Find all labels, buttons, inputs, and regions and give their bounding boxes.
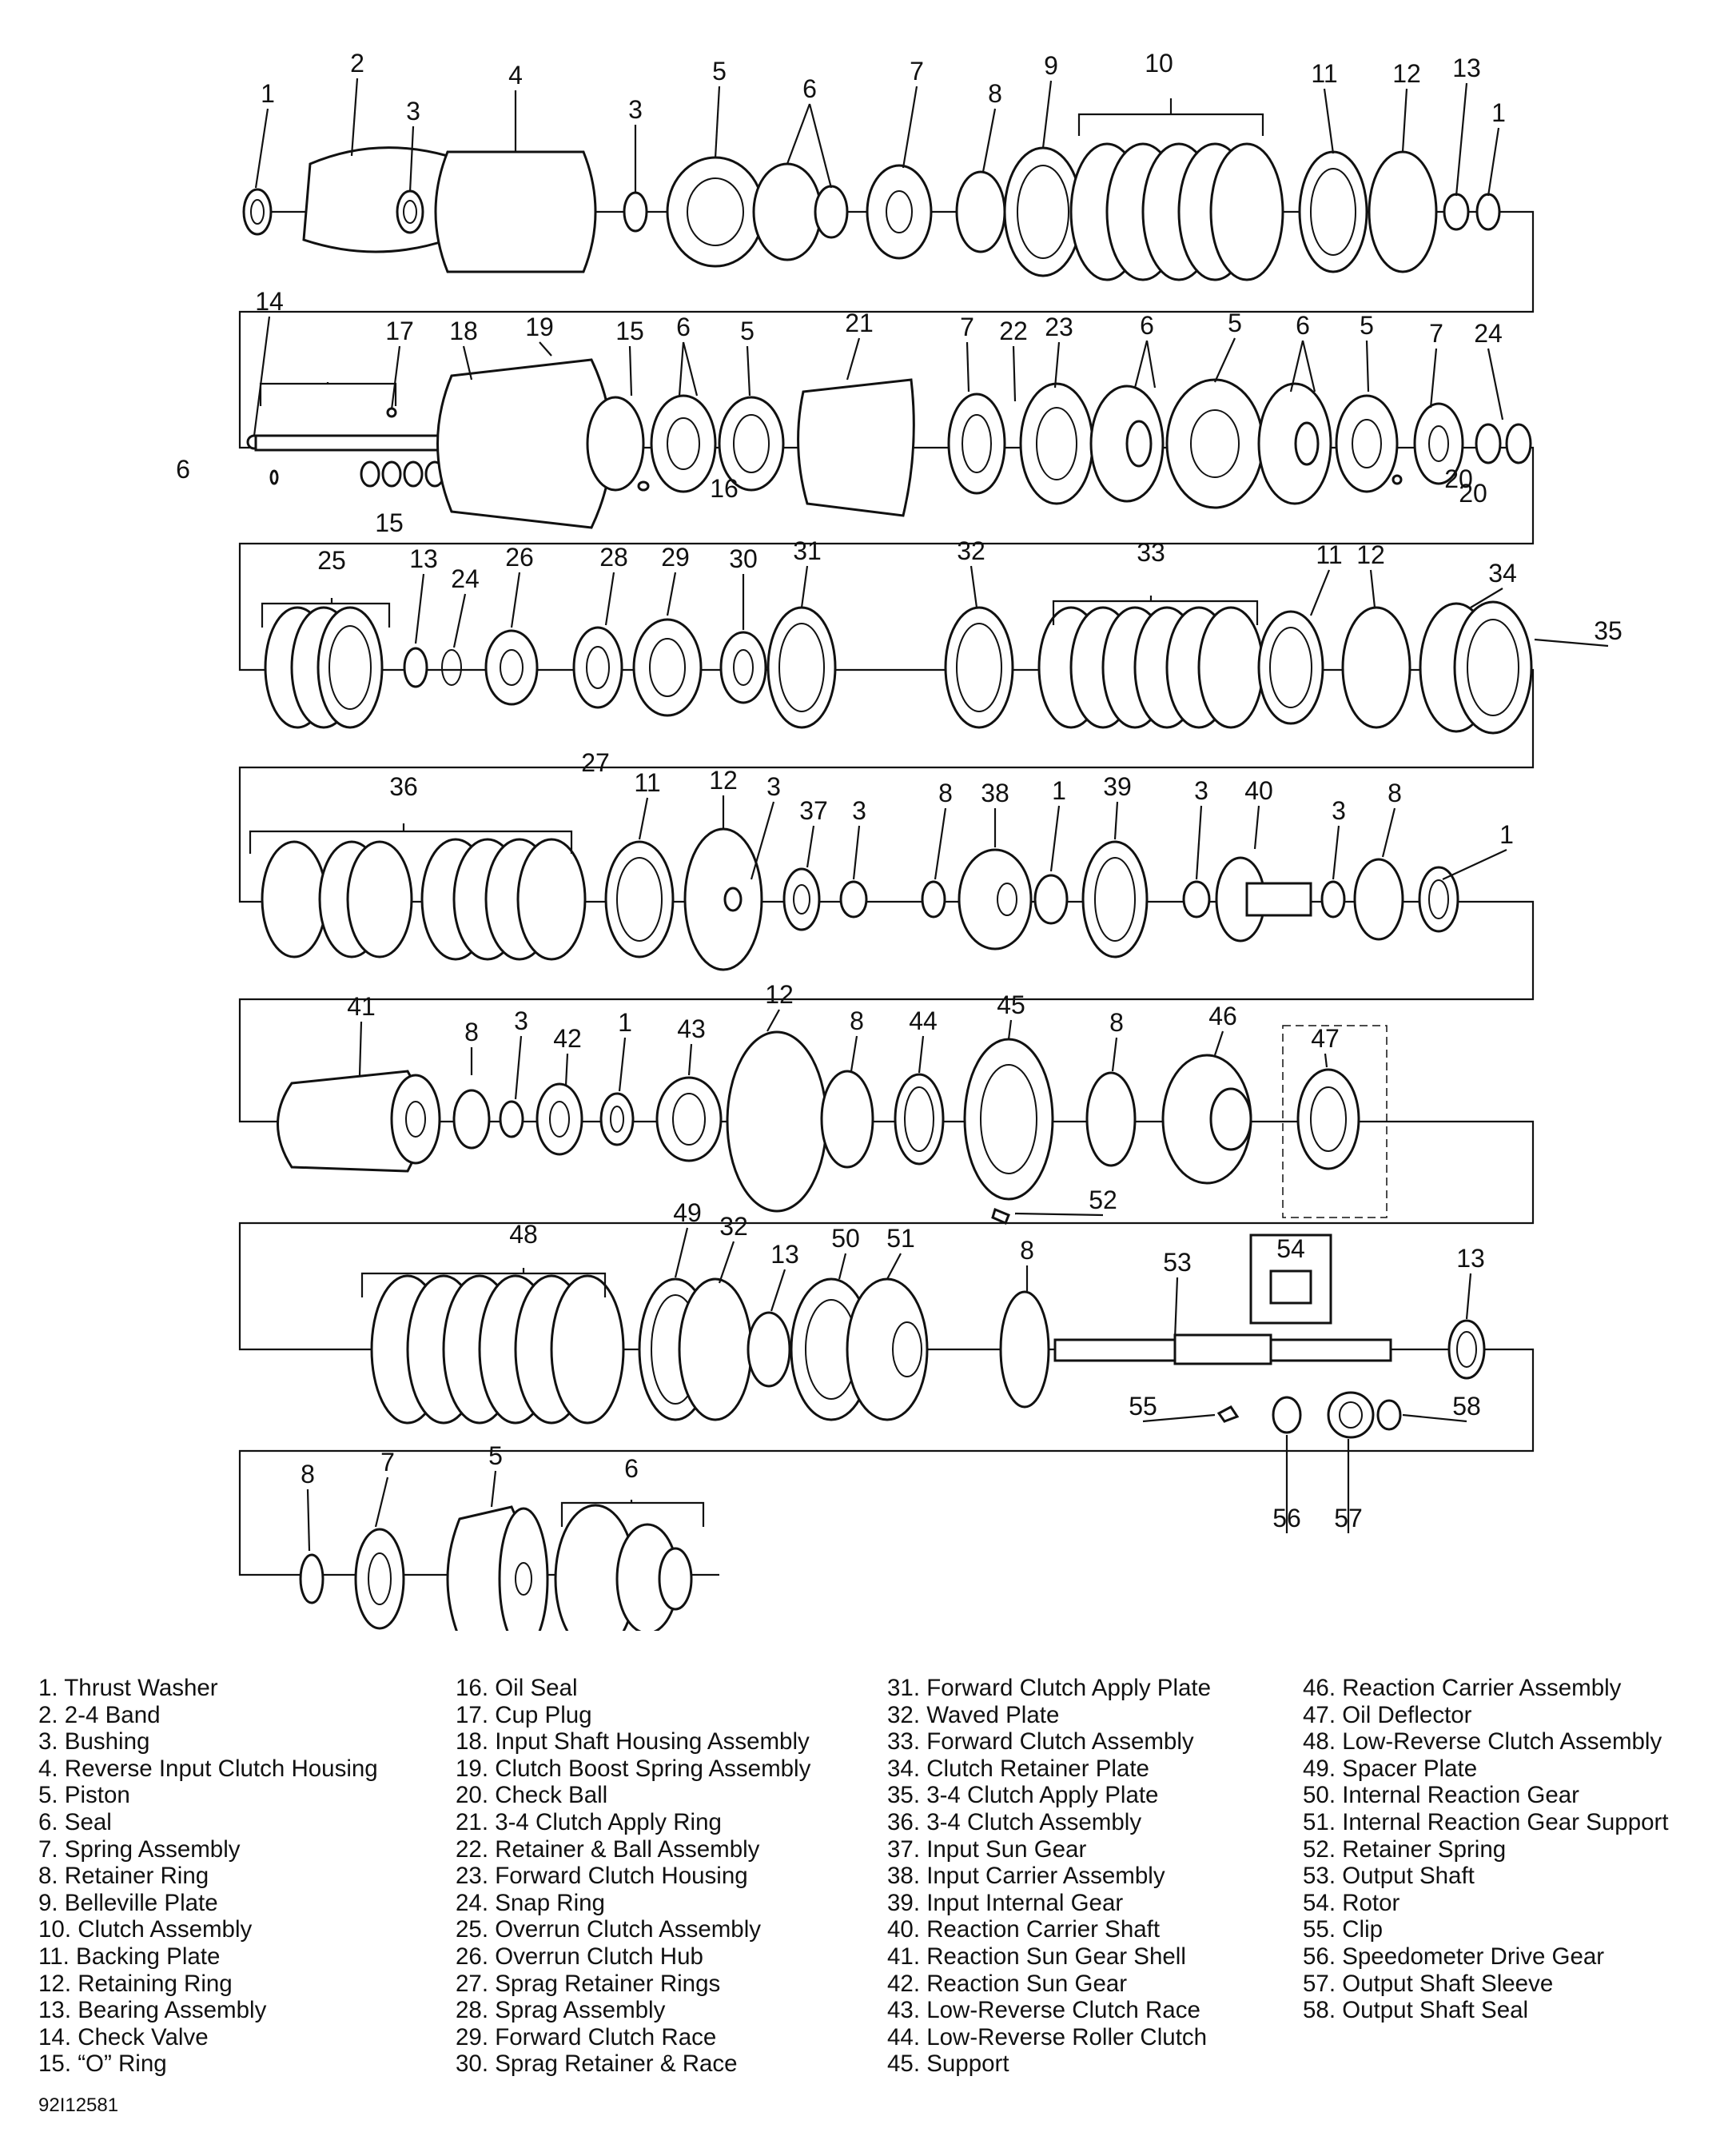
legend-item: 23. Forward Clutch Housing xyxy=(456,1863,748,1890)
leader-line xyxy=(971,566,977,608)
callout-number: 5 xyxy=(488,1441,503,1470)
callout-number: 45 xyxy=(997,990,1025,1019)
legend-item: 32. Waved Plate xyxy=(887,1701,1060,1728)
leader-line xyxy=(619,1038,625,1091)
leader-line xyxy=(492,1471,496,1507)
leader-line xyxy=(935,808,946,879)
leader-line xyxy=(679,342,683,396)
leader-line xyxy=(1303,341,1315,392)
leader-line xyxy=(1135,341,1147,388)
callout-number: 11 xyxy=(1311,59,1338,88)
legend-item: 51. Internal Reaction Gear Support xyxy=(1303,1808,1669,1835)
legend-item: 41. Reaction Sun Gear Shell xyxy=(887,1943,1186,1970)
legend-item: 30. Sprag Retainer & Race xyxy=(456,2050,738,2078)
callout-number: 7 xyxy=(380,1448,395,1477)
legend-item: 43. Low-Reverse Clutch Race xyxy=(887,1997,1200,2024)
legend-item: 47. Oil Deflector xyxy=(1303,1701,1472,1728)
callout-number: 58 xyxy=(1452,1392,1481,1421)
leader-line xyxy=(1488,349,1503,420)
legend-item: 34. Clutch Retainer Plate xyxy=(887,1755,1149,1782)
callout-number: 1 xyxy=(1491,98,1506,127)
callout-number: 7 xyxy=(1429,319,1443,348)
legend-item: 53. Output Shaft xyxy=(1303,1863,1475,1890)
leader-line xyxy=(802,566,807,608)
legend-item: 56. Speedometer Drive Gear xyxy=(1303,1943,1605,1970)
leader-line xyxy=(1055,342,1059,388)
callout-number: 6 xyxy=(1140,311,1154,340)
callout-number: 5 xyxy=(712,57,727,86)
callout-number: 34 xyxy=(1488,559,1517,588)
legend-item: 20. Check Ball xyxy=(456,1782,608,1809)
leader-line xyxy=(807,826,814,867)
leader-line xyxy=(919,1036,923,1073)
callout-number: 8 xyxy=(938,779,953,807)
legend-item: 42. Reaction Sun Gear xyxy=(887,1970,1128,1997)
callout-number: 12 xyxy=(1356,540,1385,569)
legend-item: 33. Forward Clutch Assembly xyxy=(887,1728,1194,1755)
leader-line xyxy=(1367,341,1368,392)
legend-item: 6. Seal xyxy=(38,1808,112,1835)
callout-number: 11 xyxy=(1316,540,1343,569)
leader-line xyxy=(1013,346,1015,401)
callout-number: 19 xyxy=(525,313,554,341)
leader-line xyxy=(254,317,269,436)
leader-line xyxy=(1215,1031,1223,1055)
leader-line xyxy=(747,346,750,396)
callout-number: 8 xyxy=(464,1018,479,1046)
leader-line xyxy=(1456,83,1467,196)
legend-item: 29. Forward Clutch Race xyxy=(456,2023,717,2050)
leader-line xyxy=(1311,570,1329,616)
leader-line xyxy=(308,1489,309,1551)
legend-item: 2. 2-4 Band xyxy=(38,1701,161,1728)
legend-item: 38. Input Carrier Assembly xyxy=(887,1863,1165,1890)
row-1-parts xyxy=(244,144,1499,280)
callout-number: 8 xyxy=(988,79,1002,108)
leader-line xyxy=(376,1477,388,1527)
legend-item: 46. Reaction Carrier Assembly xyxy=(1303,1675,1622,1701)
legend-column-4 xyxy=(1303,1675,1669,2024)
legend-item: 12. Retaining Ring xyxy=(38,1970,233,1997)
legend-item: 49. Spacer Plate xyxy=(1303,1755,1478,1782)
leader-line xyxy=(416,574,424,644)
callout-number: 43 xyxy=(677,1014,706,1043)
legend-item: 9. Belleville Plate xyxy=(38,1889,218,1916)
legend-item: 26. Overrun Clutch Hub xyxy=(456,1943,703,1970)
callout-number: 52 xyxy=(1089,1186,1117,1214)
callout-number: 7 xyxy=(910,57,924,86)
leader-line xyxy=(630,346,631,396)
callout-number: 32 xyxy=(719,1212,748,1241)
legend-item: 55. Clip xyxy=(1303,1916,1384,1943)
leader-line xyxy=(639,798,647,839)
row-4-parts xyxy=(262,829,1458,970)
callout-number: 13 xyxy=(1456,1244,1485,1273)
leader-line xyxy=(1371,570,1375,608)
callout-number: 13 xyxy=(1452,54,1481,82)
legend-item: 27. Sprag Retainer Rings xyxy=(456,1970,721,1997)
leader-line xyxy=(715,86,719,158)
callout-number: 8 xyxy=(1020,1236,1034,1265)
leader-line xyxy=(1196,806,1201,879)
callout-number: 51 xyxy=(886,1224,915,1253)
leader-line xyxy=(1467,1273,1471,1319)
callout-number: 20 xyxy=(1459,479,1487,508)
legend-item: 24. Snap Ring xyxy=(456,1889,605,1916)
leader-line xyxy=(683,342,697,396)
callout-number: 35 xyxy=(1594,616,1622,645)
callout-number: 3 xyxy=(1332,796,1346,825)
legend-item: 8. Retainer Ring xyxy=(38,1863,209,1890)
row-3-parts xyxy=(265,602,1531,733)
legend-item: 7. Spring Assembly xyxy=(38,1835,241,1863)
callout-number: 54 xyxy=(1276,1234,1305,1263)
callout-number: 8 xyxy=(1109,1008,1124,1037)
leader-line xyxy=(1324,89,1333,153)
legend-item: 21. 3-4 Clutch Apply Ring xyxy=(456,1808,722,1835)
callout-number: 5 xyxy=(1360,311,1374,340)
legend-item: 5. Piston xyxy=(38,1782,130,1809)
leader-line xyxy=(847,338,859,380)
leader-line xyxy=(1009,1020,1011,1039)
legend-item: 36. 3-4 Clutch Assembly xyxy=(887,1808,1142,1835)
callout-number: 23 xyxy=(1045,313,1073,341)
callout-number: 39 xyxy=(1103,772,1132,801)
legend-item: 54. Rotor xyxy=(1303,1889,1400,1916)
leader-line xyxy=(854,826,859,879)
callout-number: 36 xyxy=(389,772,418,801)
legend-item: 14. Check Valve xyxy=(38,2023,209,2050)
legend-item: 11. Backing Plate xyxy=(38,1943,221,1970)
leader-line xyxy=(967,342,969,392)
leader-line xyxy=(675,1228,687,1277)
callout-number: 16 xyxy=(710,474,739,503)
callout-number: 2 xyxy=(350,49,364,78)
leader-line xyxy=(1147,341,1155,388)
legend-item: 4. Reverse Input Clutch Housing xyxy=(38,1755,378,1782)
callout-number: 3 xyxy=(766,772,781,801)
callout-number: 55 xyxy=(1129,1392,1157,1421)
leader-line xyxy=(1051,806,1059,871)
callout-number: 7 xyxy=(960,313,974,341)
callout-number: 53 xyxy=(1163,1248,1192,1277)
legend-item: 44. Low-Reverse Roller Clutch xyxy=(887,2023,1208,2050)
callout-number: 25 xyxy=(317,546,346,575)
callout-number: 6 xyxy=(676,313,691,341)
callout-number: 12 xyxy=(765,980,794,1009)
legend-item: 15. “O” Ring xyxy=(38,2050,167,2078)
legend-item: 45. Support xyxy=(887,2050,1009,2078)
leader-line xyxy=(516,1036,521,1099)
leader-line xyxy=(1443,850,1507,879)
callout-number: 18 xyxy=(449,317,478,345)
legend-item: 1. Thrust Washer xyxy=(38,1675,218,1701)
legend-item: 17. Cup Plug xyxy=(456,1701,592,1728)
leader-line xyxy=(1431,349,1436,408)
legend-item: 37. Input Sun Gear xyxy=(887,1835,1087,1863)
callout-number: 31 xyxy=(793,536,822,565)
leader-line xyxy=(540,342,551,356)
callout-number: 42 xyxy=(553,1024,582,1053)
leader-line xyxy=(887,1253,901,1279)
leader-line xyxy=(689,1044,691,1075)
callout-number: 48 xyxy=(509,1220,538,1249)
leader-line xyxy=(751,802,774,879)
callout-number: 5 xyxy=(740,317,755,345)
callout-number: 40 xyxy=(1244,776,1273,805)
figure-code: 92I12581 xyxy=(38,2094,119,2116)
leader-line xyxy=(606,572,614,625)
callout-number: 17 xyxy=(385,317,414,345)
legend-item: 10. Clutch Assembly xyxy=(38,1916,253,1943)
callout-number: 3 xyxy=(628,95,643,124)
legend-item: 16. Oil Seal xyxy=(456,1675,578,1701)
leader-line xyxy=(454,594,465,648)
row-7-parts xyxy=(301,1505,691,1631)
callout-number: 30 xyxy=(729,544,758,573)
group-bracket xyxy=(261,384,396,406)
callout-number: 8 xyxy=(301,1460,315,1488)
callout-number: 13 xyxy=(770,1240,799,1269)
legend-item: 40. Reaction Carrier Shaft xyxy=(887,1916,1161,1943)
legend-item: 13. Bearing Assembly xyxy=(38,1997,267,2024)
leader-line xyxy=(1175,1277,1177,1339)
legend-item: 39. Input Internal Gear xyxy=(887,1889,1124,1916)
callout-number: 8 xyxy=(850,1006,864,1035)
leader-line xyxy=(256,109,268,188)
callout-number: 47 xyxy=(1311,1024,1340,1053)
leader-line xyxy=(1115,802,1117,839)
group-bracket xyxy=(1079,114,1263,136)
callout-number: 22 xyxy=(999,317,1028,345)
legend-item: 31. Forward Clutch Apply Plate xyxy=(887,1675,1212,1701)
leader-line xyxy=(851,1036,857,1071)
leader-line xyxy=(787,104,810,164)
callout-number: 38 xyxy=(981,779,1009,807)
callout-number: 8 xyxy=(1388,779,1402,807)
callout-number: 29 xyxy=(661,543,690,572)
legend-item: 35. 3-4 Clutch Apply Plate xyxy=(887,1782,1159,1809)
row-5-parts xyxy=(278,1026,1388,1223)
legend-item: 52. Retainer Spring xyxy=(1303,1835,1507,1863)
leader-line xyxy=(719,1241,734,1283)
callout-number: 21 xyxy=(845,309,874,337)
legend-item: 50. Internal Reaction Gear xyxy=(1303,1782,1580,1809)
leader-line xyxy=(1333,826,1339,879)
callout-number: 12 xyxy=(1392,59,1421,88)
legend-item: 57. Output Shaft Sleeve xyxy=(1303,1970,1554,1997)
callout-number: 6 xyxy=(176,455,190,484)
leader-line xyxy=(667,572,675,616)
callout-number: 11 xyxy=(634,768,661,797)
callout-number: 56 xyxy=(1272,1504,1301,1532)
callout-number: 49 xyxy=(673,1198,702,1227)
callout-number: 57 xyxy=(1334,1504,1363,1532)
callout-number: 1 xyxy=(618,1008,632,1037)
row-6-parts xyxy=(372,1235,1484,1437)
row-2-parts xyxy=(248,360,1531,528)
callout-number: 1 xyxy=(261,79,275,108)
leader-line xyxy=(1325,1054,1327,1067)
callout-number: 6 xyxy=(1296,311,1310,340)
callout-number: 1 xyxy=(1052,776,1066,805)
leader-line xyxy=(1043,81,1051,148)
leader-line xyxy=(1255,806,1259,849)
legend-item: 19. Clutch Boost Spring Assembly xyxy=(456,1755,811,1782)
callout-number: 3 xyxy=(514,1006,528,1035)
callout-number: 32 xyxy=(957,536,985,565)
leader-line xyxy=(771,1269,785,1311)
legend-column-1 xyxy=(38,1675,378,2078)
callout-number: 10 xyxy=(1145,49,1173,78)
leader-line xyxy=(360,1022,361,1075)
leader-line xyxy=(767,1010,779,1031)
leader-line xyxy=(810,104,831,188)
callout-number: 41 xyxy=(347,992,376,1021)
leader-line xyxy=(352,78,357,156)
callout-number: 27 xyxy=(581,748,610,777)
callout-number: 24 xyxy=(451,564,480,593)
callout-number: 44 xyxy=(909,1006,938,1035)
callout-number: 5 xyxy=(1228,309,1242,337)
callout-number: 14 xyxy=(255,287,284,316)
callout-number: 9 xyxy=(1044,51,1058,80)
leader-line xyxy=(983,109,995,172)
legend-item: 28. Sprag Assembly xyxy=(456,1997,666,2024)
leader-line xyxy=(1403,89,1407,152)
callout-number: 46 xyxy=(1208,1002,1237,1030)
leader-line xyxy=(566,1054,567,1086)
legend-item: 18. Input Shaft Housing Assembly xyxy=(456,1728,810,1755)
legend-item: 22. Retainer & Ball Assembly xyxy=(456,1835,760,1863)
leader-line xyxy=(1488,128,1499,196)
leader-line xyxy=(1383,808,1395,857)
callout-number: 50 xyxy=(831,1224,860,1253)
legend-item: 58. Output Shaft Seal xyxy=(1303,1997,1529,2024)
callout-number: 15 xyxy=(615,317,644,345)
callout-number: 6 xyxy=(802,74,817,103)
legend-item: 48. Low-Reverse Clutch Assembly xyxy=(1303,1728,1662,1755)
callout-number: 4 xyxy=(508,61,523,90)
callout-number: 28 xyxy=(599,543,628,572)
leader-line xyxy=(1113,1038,1117,1071)
legend-item: 25. Overrun Clutch Assembly xyxy=(456,1916,762,1943)
callout-number: 3 xyxy=(406,97,420,126)
callout-number: 37 xyxy=(799,796,828,825)
callout-number: 3 xyxy=(1194,776,1208,805)
legend-column-3 xyxy=(887,1675,1211,2078)
callout-number: 3 xyxy=(852,796,866,825)
callout-number: 6 xyxy=(624,1454,639,1483)
legend-column-2 xyxy=(456,1675,810,2078)
leader-line xyxy=(512,572,520,628)
leader-line xyxy=(839,1253,846,1279)
legend-item: 3. Bushing xyxy=(38,1728,150,1755)
callout-number: 15 xyxy=(375,508,404,537)
callout-number: 20 xyxy=(1444,464,1473,493)
callout-number: 33 xyxy=(1137,538,1165,567)
callout-number: 1 xyxy=(1499,820,1514,849)
leader-line xyxy=(903,86,917,168)
leader-line xyxy=(1215,338,1235,382)
callout-number: 12 xyxy=(709,766,738,795)
callout-number: 13 xyxy=(409,544,438,573)
callout-number: 24 xyxy=(1474,319,1503,348)
callout-number: 26 xyxy=(505,543,534,572)
